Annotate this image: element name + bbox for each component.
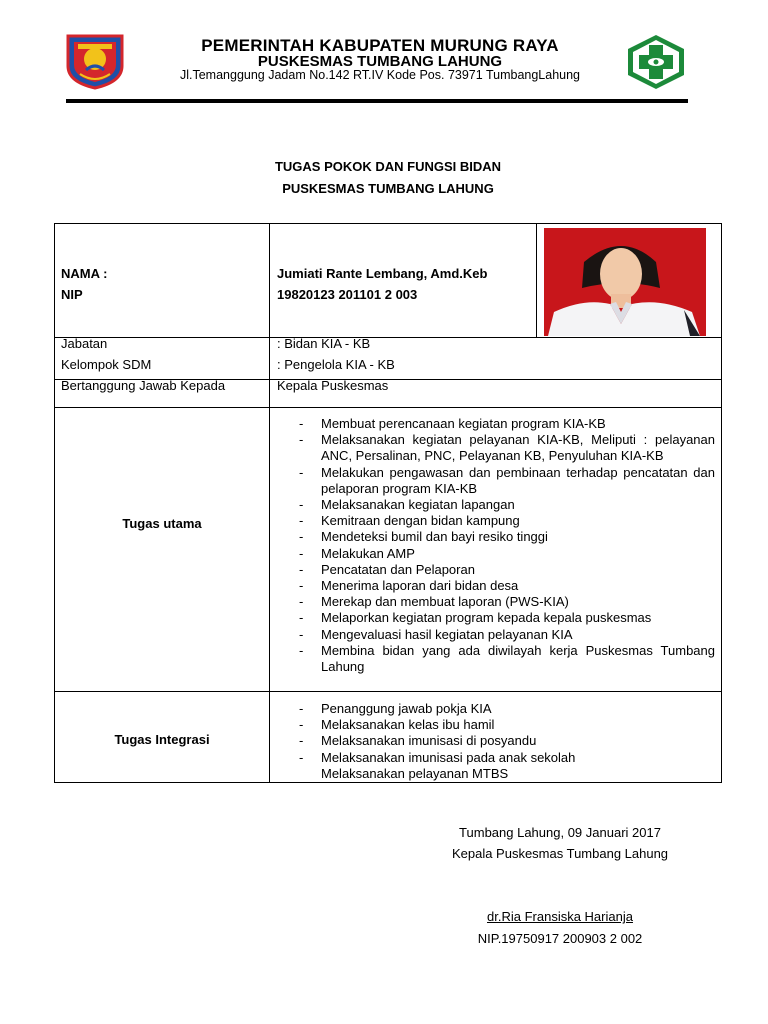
list-item: - Pencatatan dan Pelaporan xyxy=(299,561,475,577)
list-item: - Melaksanakan imunisasi pada anak sekolah xyxy=(299,749,576,765)
header-divider xyxy=(66,99,688,103)
list-item: - Melaksanakan kelas ibu hamil xyxy=(299,717,495,733)
tugas-utama-list xyxy=(295,416,715,675)
duty-table xyxy=(54,223,722,783)
list-item: - Melaksanakan kegiatan pelayanan KIA-KB, Meliputi : pelayanan ANC, Persalinan, PNC, Pelayanan KB, Penyuluhan KIA-KB xyxy=(299,432,715,464)
table-row-divider xyxy=(55,691,721,692)
document-title: TUGAS POKOK DAN FUNGSI BIDAN xyxy=(274,159,502,174)
table-column-divider xyxy=(269,224,270,782)
list-item: - Mengevaluasi hasil kegiatan pelayanan KIA xyxy=(299,626,573,642)
document-subtitle: PUSKESMAS TUMBANG LAHUNG xyxy=(282,181,494,196)
nama-value: Jumiati Rante Lembang, Amd.Keb xyxy=(277,266,488,281)
regency-emblem-icon xyxy=(64,32,126,90)
nama-label: NAMA : xyxy=(61,266,108,281)
kelompok-sdm-value: : Pengelola KIA - KB xyxy=(277,357,395,372)
signature-position: Kepala Puskesmas Tumbang Lahung xyxy=(451,846,669,861)
header-address: Jl.Temanggung Jadam No.142 RT.IV Kode Pos. 73971 TumbangLahung xyxy=(179,68,581,82)
list-item-continuation: Melaksanakan pelayanan MTBS xyxy=(321,765,509,781)
tugas-utama-label: Tugas utama xyxy=(122,516,202,531)
list-item: - Melaksanakan imunisasi di posyandu xyxy=(299,733,537,749)
tugas-integrasi-label: Tugas Integrasi xyxy=(114,732,210,747)
table-row-divider xyxy=(55,337,721,338)
tanggung-jawab-value: Kepala Puskesmas xyxy=(277,378,389,393)
signature-nip: NIP.19750917 200903 2 002 xyxy=(477,931,643,946)
kelompok-sdm-label: Kelompok SDM xyxy=(61,357,152,372)
table-row-divider xyxy=(55,407,721,408)
table-column-divider xyxy=(536,224,537,337)
list-item: - Kemitraan dengan bidan kampung xyxy=(299,513,520,529)
tugas-integrasi-list xyxy=(295,701,715,782)
jabatan-label: Jabatan xyxy=(61,336,108,351)
list-item: - Melaporkan kegiatan program kepada kepala puskesmas xyxy=(299,610,652,626)
header-puskesmas-name: PUSKESMAS TUMBANG LAHUNG xyxy=(257,53,503,70)
jabatan-value: : Bidan KIA - KB xyxy=(277,336,371,351)
list-item: - Penanggung jawab pokja KIA xyxy=(299,701,492,716)
list-item: - Melakukan AMP xyxy=(299,545,415,561)
tanggung-jawab-label: Bertanggung Jawab Kepada xyxy=(61,378,226,393)
list-item: - Merekap dan membuat laporan (PWS-KIA) xyxy=(299,594,569,610)
staff-portrait-photo xyxy=(544,228,706,336)
nip-label: NIP xyxy=(61,287,83,302)
signature-name: dr.Ria Fransiska Harianja xyxy=(487,909,633,924)
list-item: - Menerima laporan dari bidan desa xyxy=(299,578,519,594)
signature-place-date: Tumbang Lahung, 09 Januari 2017 xyxy=(459,825,661,840)
header-government-name: PEMERINTAH KABUPATEN MURUNG RAYA xyxy=(201,36,559,55)
list-item: - Mendeteksi bumil dan bayi resiko tinggi xyxy=(299,529,548,545)
nip-value: 19820123 201101 2 003 xyxy=(277,287,418,302)
puskesmas-logo-icon xyxy=(624,33,688,91)
list-item: - Membina bidan yang ada diwilayah kerja Puskesmas Tumbang Lahung xyxy=(299,642,715,675)
list-item: - Melakukan pengawasan dan pembinaan terhadap pencatatan dan pelaporan program KIA-KB xyxy=(299,464,715,496)
list-item: - Membuat perencanaan kegiatan program KIA-KB xyxy=(299,416,606,431)
list-item: - Melaksanakan kegiatan lapangan xyxy=(299,497,515,513)
